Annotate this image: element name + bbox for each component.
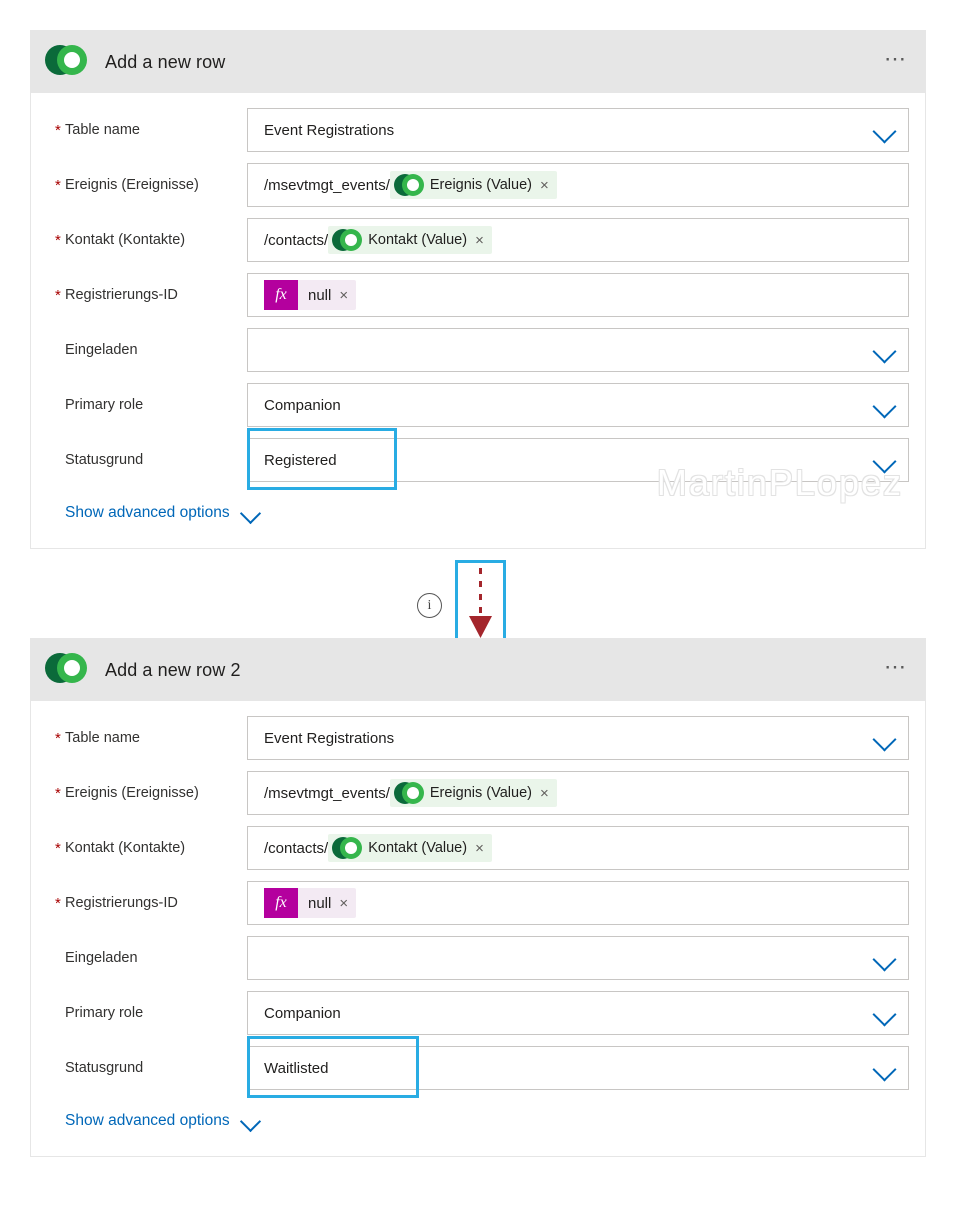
required-asterisk: * bbox=[55, 287, 61, 304]
chevron-down-icon[interactable] bbox=[872, 392, 898, 418]
field-row-registrierungs-id bbox=[47, 272, 909, 318]
kontakt-input[interactable] bbox=[247, 826, 909, 870]
field-row-eingeladen bbox=[47, 327, 909, 373]
field-prefix: /contacts/ bbox=[264, 839, 329, 857]
card-body bbox=[31, 93, 925, 548]
token-remove-icon[interactable]: × bbox=[475, 231, 484, 249]
token-label: Ereignis (Value) bbox=[429, 177, 532, 193]
token-label: Kontakt (Value) bbox=[368, 232, 468, 248]
field-label: * Registrierungs-ID bbox=[55, 895, 178, 912]
field-prefix: /msevtmgt_events/ bbox=[264, 784, 390, 802]
expression-value: null bbox=[308, 894, 332, 912]
chevron-down-icon[interactable] bbox=[872, 337, 898, 363]
ellipsis-icon[interactable]: ⋯ bbox=[884, 46, 909, 71]
field-label: Primary role bbox=[65, 397, 144, 413]
token-remove-icon[interactable]: × bbox=[475, 839, 484, 857]
field-label: * Ereignis (Ereignisse) bbox=[55, 177, 199, 194]
eingeladen-dropdown[interactable] bbox=[247, 936, 909, 980]
card-title: Add a new row 2 bbox=[105, 659, 241, 680]
show-advanced-options-button[interactable] bbox=[47, 1100, 909, 1146]
show-advanced-options-label: Show advanced options bbox=[65, 504, 230, 521]
field-row-kontakt bbox=[47, 217, 909, 263]
dynamic-content-token[interactable] bbox=[390, 171, 557, 199]
card-title: Add a new row bbox=[105, 51, 226, 72]
dataverse-connector-icon bbox=[45, 41, 87, 83]
chevron-down-icon[interactable] bbox=[872, 1000, 898, 1026]
token-remove-icon[interactable]: × bbox=[539, 784, 549, 802]
field-value: Registered bbox=[264, 451, 337, 469]
dynamic-content-token[interactable] bbox=[390, 779, 557, 807]
token-remove-icon[interactable]: × bbox=[339, 894, 349, 912]
chevron-down-icon[interactable] bbox=[872, 945, 898, 971]
field-value: Event Registrations bbox=[264, 729, 395, 747]
field-label: Eingeladen bbox=[65, 950, 138, 966]
chevron-down-icon[interactable] bbox=[872, 117, 898, 143]
field-label: * Ereignis (Ereignisse) bbox=[55, 785, 199, 802]
statusgrund-dropdown[interactable] bbox=[247, 438, 909, 482]
field-label: Statusgrund bbox=[65, 1060, 144, 1076]
info-icon[interactable] bbox=[417, 593, 442, 618]
registrierungs-id-input[interactable] bbox=[247, 881, 909, 925]
statusgrund-dropdown[interactable] bbox=[247, 1046, 909, 1090]
required-asterisk: * bbox=[55, 122, 61, 139]
field-label: * Table name bbox=[55, 730, 140, 747]
expression-token[interactable] bbox=[264, 280, 356, 310]
field-row-table-name bbox=[47, 107, 909, 153]
field-row-ereignis bbox=[47, 770, 909, 816]
field-row-primary-role bbox=[47, 382, 909, 428]
watermark: MartinPLopez bbox=[656, 462, 903, 503]
dynamic-content-token[interactable] bbox=[328, 834, 492, 862]
expression-value: null bbox=[308, 286, 332, 304]
token-remove-icon[interactable]: × bbox=[539, 176, 549, 194]
field-value: Waitlisted bbox=[264, 1059, 329, 1077]
card-header[interactable] bbox=[31, 31, 925, 93]
field-prefix: /contacts/ bbox=[264, 231, 329, 249]
dataverse-token-icon bbox=[394, 173, 424, 197]
field-row-statusgrund bbox=[47, 437, 909, 483]
eingeladen-dropdown[interactable] bbox=[247, 328, 909, 372]
dynamic-content-token[interactable] bbox=[328, 226, 492, 254]
field-label: Primary role bbox=[65, 1005, 144, 1021]
field-row-eingeladen bbox=[47, 935, 909, 981]
flow-connector bbox=[0, 560, 956, 650]
field-value: Companion bbox=[264, 1004, 341, 1022]
dataverse-token-icon bbox=[332, 836, 362, 860]
action-card-add-a-new-row-2[interactable] bbox=[30, 638, 926, 1157]
dataverse-token-icon bbox=[332, 228, 362, 252]
field-row-registrierungs-id bbox=[47, 880, 909, 926]
table-name-dropdown[interactable] bbox=[247, 108, 909, 152]
field-value: Companion bbox=[264, 396, 341, 414]
field-label: * Registrierungs-ID bbox=[55, 287, 178, 304]
card-header[interactable] bbox=[31, 639, 925, 701]
field-value: Event Registrations bbox=[264, 121, 395, 139]
field-row-ereignis bbox=[47, 162, 909, 208]
field-row-kontakt bbox=[47, 825, 909, 871]
field-row-statusgrund bbox=[47, 1045, 909, 1091]
dataverse-connector-icon bbox=[45, 649, 87, 691]
field-label: * Table name bbox=[55, 122, 140, 139]
fx-icon: fx bbox=[264, 280, 298, 310]
chevron-down-icon bbox=[240, 1110, 262, 1132]
info-glyph: i bbox=[427, 597, 432, 613]
primary-role-dropdown[interactable] bbox=[247, 991, 909, 1035]
field-row-table-name bbox=[47, 715, 909, 761]
show-advanced-options-label: Show advanced options bbox=[65, 1112, 230, 1129]
field-label: * Kontakt (Kontakte) bbox=[55, 232, 186, 249]
table-name-dropdown[interactable] bbox=[247, 716, 909, 760]
dataverse-token-icon bbox=[394, 781, 424, 805]
kontakt-input[interactable] bbox=[247, 218, 909, 262]
chevron-down-icon[interactable] bbox=[872, 1055, 898, 1081]
token-label: Kontakt (Value) bbox=[368, 840, 468, 856]
chevron-down-icon bbox=[240, 502, 262, 524]
field-label: Statusgrund bbox=[65, 452, 144, 468]
show-advanced-options-button[interactable] bbox=[47, 492, 909, 538]
ellipsis-icon[interactable]: ⋯ bbox=[884, 654, 909, 679]
registrierungs-id-input[interactable] bbox=[247, 273, 909, 317]
primary-role-dropdown[interactable] bbox=[247, 383, 909, 427]
chevron-down-icon[interactable] bbox=[872, 447, 898, 473]
card-body bbox=[31, 701, 925, 1156]
field-label: * Kontakt (Kontakte) bbox=[55, 840, 186, 857]
chevron-down-icon[interactable] bbox=[872, 725, 898, 751]
ereignis-input[interactable] bbox=[247, 163, 909, 207]
token-label: Ereignis (Value) bbox=[429, 785, 532, 801]
required-asterisk: * bbox=[55, 840, 61, 857]
required-asterisk: * bbox=[55, 895, 61, 912]
required-asterisk: * bbox=[55, 785, 61, 802]
field-label: Eingeladen bbox=[65, 342, 138, 358]
field-prefix: /msevtmgt_events/ bbox=[264, 176, 390, 194]
ereignis-input[interactable] bbox=[247, 771, 909, 815]
required-asterisk: * bbox=[55, 232, 61, 249]
expression-token[interactable] bbox=[264, 888, 356, 918]
fx-icon: fx bbox=[264, 888, 298, 918]
required-asterisk: * bbox=[55, 730, 61, 747]
field-row-primary-role bbox=[47, 990, 909, 1036]
action-card-add-a-new-row[interactable] bbox=[30, 30, 926, 549]
dashed-down-arrow-icon bbox=[455, 560, 506, 647]
required-asterisk: * bbox=[55, 177, 61, 194]
token-remove-icon[interactable]: × bbox=[339, 286, 349, 304]
